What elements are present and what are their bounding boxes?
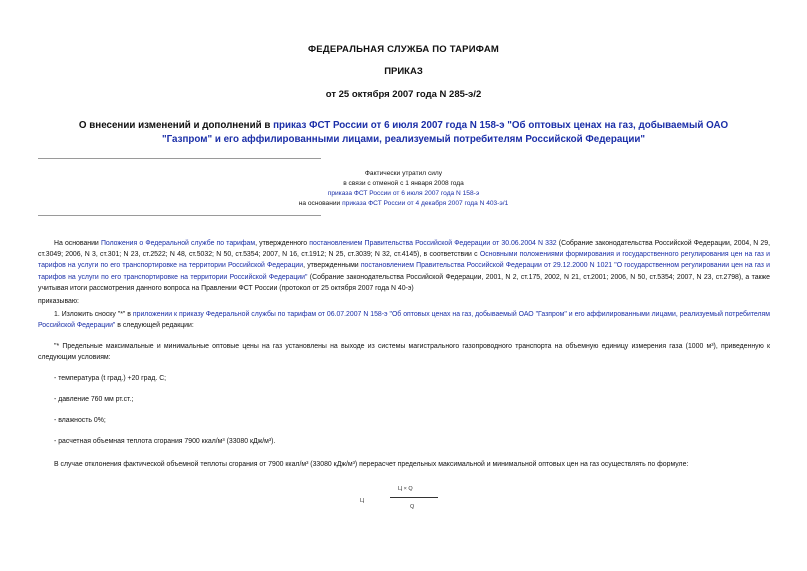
- item-1-text-2: в следующей редакции:: [115, 322, 194, 330]
- preamble-text-3: (Собрание законодательства Российской Федерации, 2004, N 29, ст.3049; 2006, N 3, ст.301; N 23, ст.2522; N 48, ст.5032; N 50, ст.5354; 2007, N 16, ст.1912; N 25, ст.3039; N 32, ст.4145), в соответствии с: [38, 240, 770, 259]
- formula-fraction-bar: [390, 497, 438, 498]
- item-1-paragraph: [38, 309, 770, 331]
- title-prefix: О внесении изменений и дополнений в: [78, 120, 274, 131]
- appendix-link[interactable]: приложении к приказу Федеральной службы по тарифам от 06.07.2007 N 158-э "Об оптовых ценах на газ, добываемый ОАО "Газпром" и его аффилированными лицами, реализуемый потребителям Российской Федерации": [38, 311, 770, 330]
- resolution-1021-link[interactable]: постановлением Правительства Российской Федерации от 29.12.2000 N 1021 "О государственном регулировании цен на газ и тарифов на услуги по его транспортировке на территории Российской Федерации": [38, 262, 770, 281]
- preamble-text-1: На основании: [54, 240, 101, 247]
- status-block: [150, 169, 657, 209]
- document-title: [60, 119, 747, 147]
- item-1-text-1: 1. Изложить сноску "*" в: [54, 311, 133, 318]
- formula-left: Ц: [360, 498, 365, 504]
- status-line-1: Фактически утратил силу: [364, 170, 443, 177]
- preamble-text-4: , утвержденными: [303, 262, 361, 270]
- preamble-text-2: , утвержденного: [255, 240, 310, 247]
- footnote-paragraph: "* Предельные максимальные и минимальные оптовые цены на газ установлены на выходе из системы магистрального газопроводного транспорта на объемную единицу измерения газа (1000 м³), приведенную к следующим условиям:: [38, 343, 770, 362]
- formula-numerator: Ц × Q: [398, 486, 413, 492]
- price-formula: [360, 482, 450, 518]
- order-word: приказываю:: [38, 298, 79, 305]
- condition-heat-value: - расчетная объемная теплота сгорания 7900 ккал/м³ (33080 кДж/м³).: [54, 438, 276, 445]
- status-basis-order-link[interactable]: приказа ФСТ России от 4 декабря 2007 года N 403-э/1: [342, 200, 509, 207]
- resolution-332-link[interactable]: постановлением Правительства Российской Федерации от 30.06.2004 N 332: [309, 240, 557, 247]
- status-basis-prefix: на основании: [298, 200, 343, 207]
- condition-temperature: - температура (t град.) +20 град. С;: [54, 375, 167, 382]
- document-date-number: от 25 октября 2007 года N 285-э/2: [325, 89, 482, 100]
- preamble-paragraph: [38, 238, 770, 294]
- status-cancelling-order-link[interactable]: приказа ФСТ России от 6 июля 2007 года N 158-э: [327, 190, 480, 197]
- basic-provisions-link[interactable]: Основными положениями формирования и государственного регулирования цен на газ и тарифов на услуги по его транспортировке на территории Российской Федерации: [38, 251, 770, 270]
- regulation-link[interactable]: Положения о Федеральной службе по тарифам: [100, 240, 256, 247]
- preamble-text-5: (Собрание законодательства Российской Федерации, 2001, N 2, ст.175, 2002, N 21, ст.2001; 2006, N 50, ст.5354; 2007, N 23, ст.2798), а также учитывая итоги рассмотрения данного вопроса на Правлении ФСТ России (протокол от 25 октября 2007 года N 40-э): [38, 273, 770, 292]
- formula-denominator: Q: [410, 504, 415, 510]
- divider-bottom: [38, 215, 321, 216]
- status-line-2: в связи с отменой с 1 января 2008 года: [343, 180, 464, 187]
- document-type: ПРИКАЗ: [384, 66, 423, 77]
- condition-pressure: - давление 760 мм рт.ст.;: [54, 396, 134, 403]
- title-order-link[interactable]: приказ ФСТ России от 6 июля 2007 года N 158-э "Об оптовых ценах на газ, добываемый ОАО "Газпром" и его аффилированными лицами, реализуемый потребителям Российской Федерации": [161, 120, 729, 145]
- condition-humidity: - влажность 0%;: [54, 417, 106, 424]
- agency-name: ФЕДЕРАЛЬНАЯ СЛУЖБА ПО ТАРИФАМ: [308, 44, 499, 55]
- divider-top: [38, 158, 321, 159]
- recalculation-paragraph: В случае отклонения фактической объемной теплоты сгорания от 7900 ккал/м³ (33080 кДж/м³) перерасчет предельных максимальной и минимальной оптовых цен на газ осуществлять по формуле:: [54, 461, 689, 468]
